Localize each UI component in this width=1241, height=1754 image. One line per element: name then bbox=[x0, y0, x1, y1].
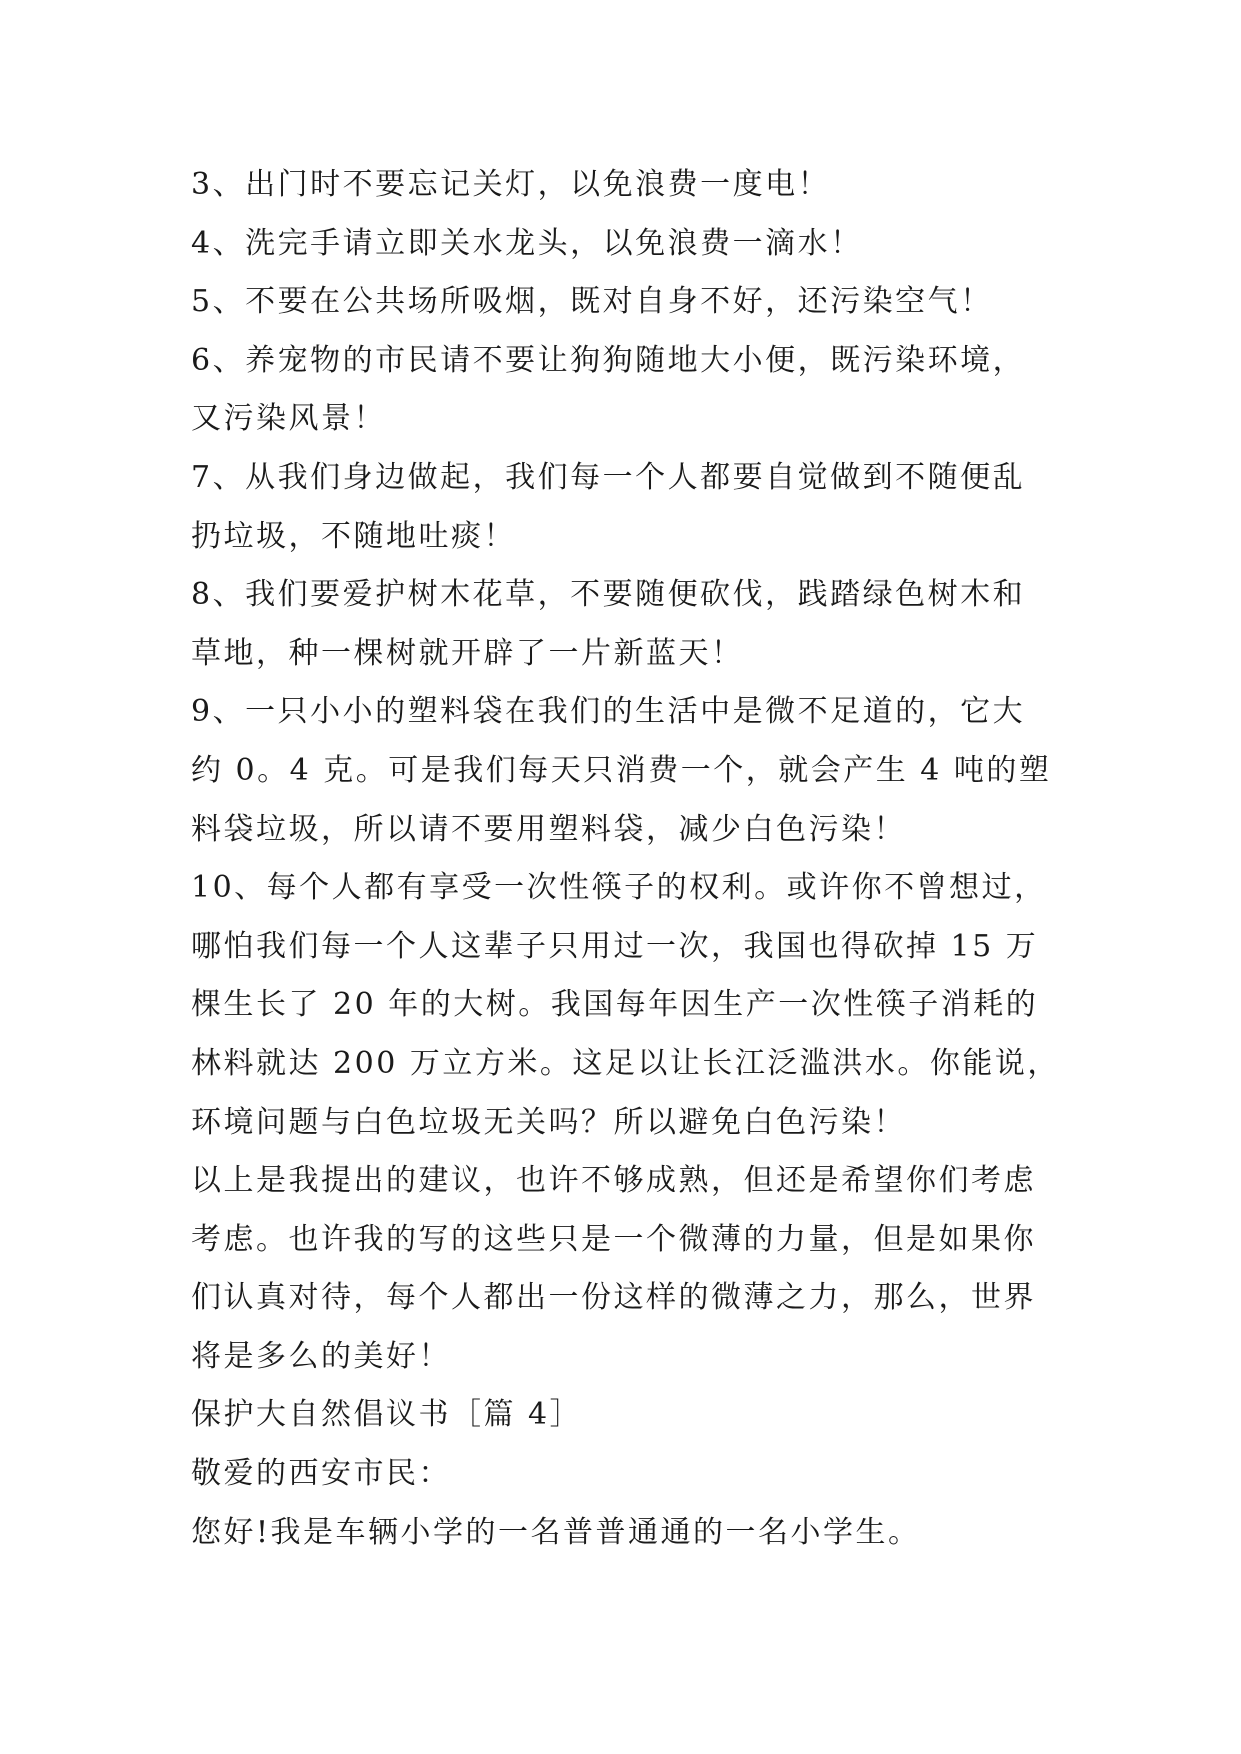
text-line: 3、出门时不要忘记关灯，以免浪费一度电！ bbox=[191, 167, 831, 202]
text-line: 又污染风景！ bbox=[191, 401, 386, 437]
text-line: 棵生长了 20 年的大树。我国每年因生产一次性筷子消耗的 bbox=[191, 987, 1039, 1023]
text-line: 哪怕我们每一个人这辈子只用过一次，我国也得砍掉 15 万 bbox=[191, 928, 1039, 964]
section-heading: 保护大自然倡议书［篇 4］ bbox=[191, 1397, 583, 1433]
text-line: 4、洗完手请立即关水龙头，以免浪费一滴水！ bbox=[191, 225, 863, 261]
text-line: 们认真对待，每个人都出一份这样的微薄之力，那么，世界 bbox=[191, 1280, 1036, 1316]
text-line: 5、不要在公共场所吸烟，既对自身不好，还污染空气！ bbox=[191, 284, 993, 320]
text-line: 约 0。4 克。可是我们每天只消费一个，就会产生 4 吨的塑 bbox=[191, 752, 1052, 788]
document-body bbox=[191, 156, 1071, 1562]
text-line: 扔垃圾，不随地吐痰！ bbox=[191, 518, 516, 554]
text-line: 料袋垃圾，所以请不要用塑料袋，减少白色污染！ bbox=[191, 811, 906, 847]
text-line: 7、从我们身边做起，我们每一个人都要自觉做到不随便乱 bbox=[191, 459, 1026, 495]
text-line: 将是多么的美好！ bbox=[191, 1338, 451, 1374]
text-line: 考虑。也许我的写的这些只是一个微薄的力量，但是如果你 bbox=[191, 1221, 1036, 1257]
text-line: 您好!我是车辆小学的一名普普通通的一名小学生。 bbox=[191, 1514, 921, 1550]
text-line: 草地，种一棵树就开辟了一片新蓝天！ bbox=[191, 635, 744, 671]
text-line: 9、一只小小的塑料袋在我们的生活中是微不足道的，它大 bbox=[191, 694, 1026, 730]
text-line: 8、我们要爱护树木花草，不要随便砍伐，践踏绿色树木和 bbox=[191, 577, 1026, 613]
text-line: 10、每个人都有享受一次性筷子的权利。或许你不曾想过， bbox=[191, 870, 1047, 906]
text-line: 6、养宠物的市民请不要让狗狗随地大小便，既污染环境， bbox=[191, 342, 1026, 378]
salutation: 敬爱的西安市民： bbox=[191, 1456, 451, 1492]
text-line: 环境问题与白色垃圾无关吗？所以避免白色污染！ bbox=[191, 1104, 906, 1140]
text-line: 林料就达 200 万立方米。这足以让长江泛滥洪水。你能说， bbox=[191, 1045, 1060, 1081]
text-line: 以上是我提出的建议，也许不够成熟，但还是希望你们考虑 bbox=[191, 1163, 1036, 1199]
